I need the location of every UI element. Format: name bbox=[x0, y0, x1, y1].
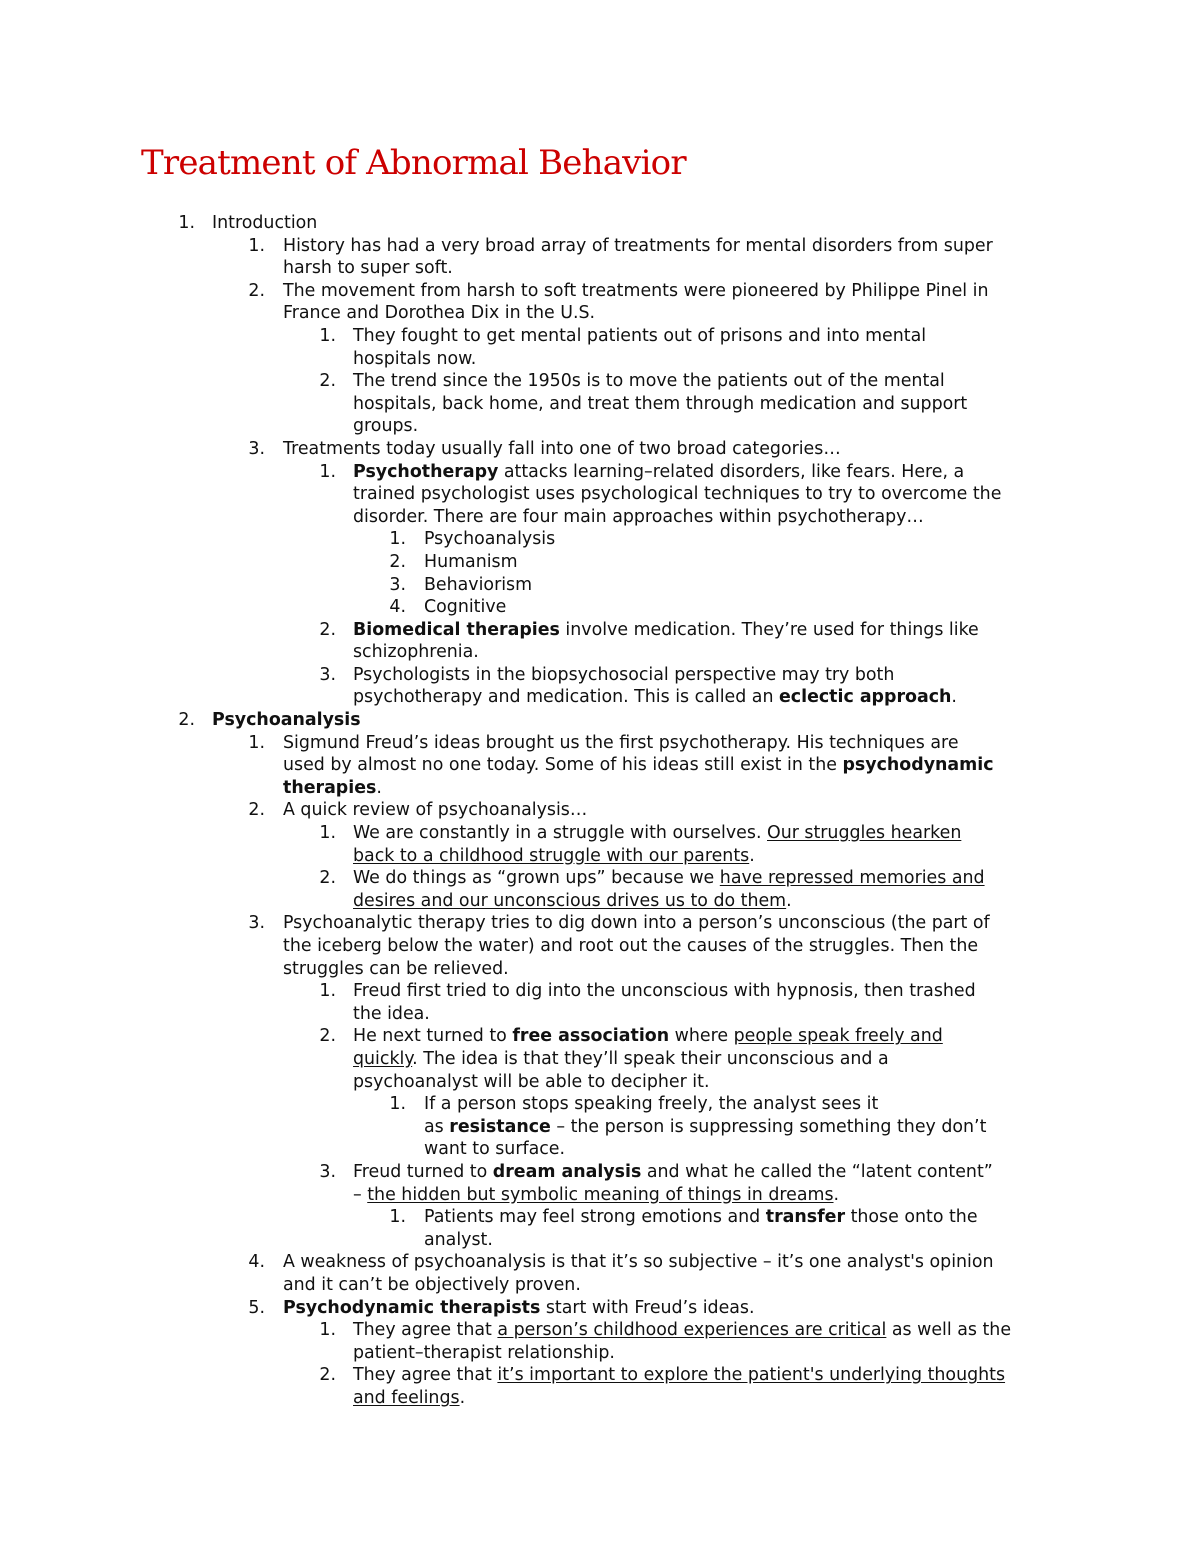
list-number: 1. bbox=[319, 461, 336, 482]
text-run: Psychologists in the biopsychosocial perspective may try both bbox=[353, 664, 895, 685]
outline-line bbox=[0, 890, 1200, 913]
outline-line bbox=[0, 709, 1200, 732]
text-run: . bbox=[833, 1184, 840, 1205]
bold-term: therapies bbox=[283, 777, 377, 798]
outline-line bbox=[0, 1319, 1200, 1342]
bold-term: dream analysis bbox=[492, 1161, 642, 1182]
line-text bbox=[353, 1319, 1011, 1342]
underlined-text: a person’s childhood experiences are critical bbox=[497, 1320, 887, 1341]
text-run: Psychoanalytic therapy tries to dig down into a person’s unconscious (the part of bbox=[283, 913, 990, 934]
bold-term: transfer bbox=[765, 1207, 846, 1228]
text-run: the idea. bbox=[353, 1003, 430, 1024]
underlined-text: it’s important to explore the patient's underlying thoughts bbox=[497, 1365, 1006, 1386]
underlined-text: quickly bbox=[353, 1048, 413, 1069]
list-number: 4. bbox=[248, 1252, 265, 1273]
outline-line bbox=[0, 1093, 1200, 1116]
text-run: patient–therapist relationship. bbox=[353, 1342, 615, 1363]
line-text bbox=[424, 528, 555, 551]
list-number: 1. bbox=[389, 1207, 406, 1228]
list-number: 1. bbox=[319, 981, 336, 1002]
outline-line bbox=[0, 415, 1200, 438]
outline-line bbox=[0, 348, 1200, 371]
text-run: They agree that bbox=[353, 1365, 498, 1386]
text-run: where bbox=[669, 1026, 734, 1047]
list-number: 1. bbox=[248, 235, 265, 256]
outline-line bbox=[0, 641, 1200, 664]
outline-line bbox=[0, 958, 1200, 981]
bold-term: free association bbox=[512, 1026, 670, 1047]
text-run: as well as the bbox=[886, 1320, 1012, 1341]
list-number: 2. bbox=[178, 710, 195, 731]
line-text bbox=[283, 1274, 581, 1297]
outline-line bbox=[0, 1138, 1200, 1161]
text-run: Behaviorism bbox=[424, 574, 533, 595]
line-text bbox=[424, 596, 506, 619]
line-text bbox=[353, 1387, 465, 1410]
outline-line bbox=[0, 822, 1200, 845]
outline-line bbox=[0, 1071, 1200, 1094]
outline-line bbox=[0, 664, 1200, 687]
outline-line bbox=[0, 325, 1200, 348]
outline-line bbox=[0, 574, 1200, 597]
line-text bbox=[283, 1251, 994, 1274]
outline-line bbox=[0, 845, 1200, 868]
list-number: 1. bbox=[319, 1320, 336, 1341]
line-text bbox=[353, 325, 926, 348]
line-text bbox=[283, 1297, 755, 1320]
list-number: 2. bbox=[319, 1026, 336, 1047]
text-run: psychotherapy and medication. This is called an bbox=[353, 687, 780, 708]
outline-line bbox=[0, 280, 1200, 303]
line-text bbox=[424, 1138, 565, 1161]
line-text bbox=[283, 799, 587, 822]
outline-line bbox=[0, 980, 1200, 1003]
text-run: those onto the bbox=[845, 1207, 978, 1228]
text-run: and what he called the “latent content” bbox=[641, 1161, 993, 1182]
underlined-text: back to a childhood struggle with our parents bbox=[353, 845, 750, 866]
line-text bbox=[353, 867, 985, 890]
underlined-text: have repressed memories and bbox=[719, 868, 985, 889]
line-text bbox=[283, 280, 989, 303]
outline-line bbox=[0, 912, 1200, 935]
text-run: . bbox=[786, 890, 792, 911]
text-run: He next turned to bbox=[353, 1026, 513, 1047]
outline-line bbox=[0, 732, 1200, 755]
list-number: 1. bbox=[319, 325, 336, 346]
text-run: France and Dorothea Dix in the U.S. bbox=[283, 303, 596, 324]
outline-line bbox=[0, 461, 1200, 484]
bold-term: Biomedical therapies bbox=[353, 619, 560, 640]
text-run: hospitals now. bbox=[353, 348, 477, 369]
text-run: Patients may feel strong emotions and bbox=[424, 1207, 766, 1228]
bold-term: eclectic approach bbox=[779, 687, 952, 708]
list-number: 3. bbox=[248, 913, 265, 934]
text-run: We do things as “grown ups” because we bbox=[353, 868, 720, 889]
line-text bbox=[353, 980, 976, 1003]
underlined-text: and feelings bbox=[353, 1387, 460, 1408]
list-number: 1. bbox=[319, 823, 336, 844]
list-number: 2. bbox=[319, 371, 336, 392]
line-text bbox=[353, 1364, 1005, 1387]
line-text bbox=[283, 754, 994, 777]
text-run: analyst. bbox=[424, 1229, 493, 1250]
line-text bbox=[283, 235, 993, 258]
outline-line bbox=[0, 393, 1200, 416]
outline-line bbox=[0, 1116, 1200, 1139]
line-text bbox=[353, 461, 964, 484]
list-number: 1. bbox=[389, 529, 406, 550]
outline-line bbox=[0, 1251, 1200, 1274]
list-number: 4. bbox=[389, 597, 406, 618]
text-run: used by almost no one today. Some of his ideas still exist in the bbox=[283, 755, 843, 776]
text-run: The movement from harsh to soft treatments were pioneered by Philippe Pinel in bbox=[283, 280, 989, 301]
line-text bbox=[283, 302, 595, 325]
text-run: – the person is suppressing something they don’t bbox=[550, 1116, 987, 1137]
outline-line bbox=[0, 1274, 1200, 1297]
line-text bbox=[353, 845, 755, 868]
text-run: They fought to get mental patients out of prisons and into mental bbox=[353, 325, 927, 346]
text-run: harsh to super soft. bbox=[283, 258, 453, 279]
line-text bbox=[353, 641, 479, 664]
outline-line bbox=[0, 506, 1200, 529]
text-run: . The idea is that they’ll speak their unconscious and a bbox=[412, 1048, 889, 1069]
line-text bbox=[353, 1025, 943, 1048]
text-run: Psychoanalysis bbox=[424, 529, 556, 550]
underlined-text: the hidden but symbolic meaning of things in dreams bbox=[367, 1184, 834, 1205]
line-text bbox=[353, 686, 957, 709]
line-text bbox=[353, 822, 961, 845]
line-text bbox=[424, 1093, 878, 1116]
text-run: attacks learning–related disorders, like fears. Here, a bbox=[498, 461, 965, 482]
list-number: 3. bbox=[389, 574, 406, 595]
text-run: and it can’t be objectively proven. bbox=[283, 1274, 581, 1295]
outline-line bbox=[0, 1387, 1200, 1410]
text-run: Cognitive bbox=[424, 597, 507, 618]
text-run: – bbox=[353, 1184, 368, 1205]
text-run: Sigmund Freud’s ideas brought us the first psychotherapy. His techniques are bbox=[283, 732, 959, 753]
text-run: schizophrenia. bbox=[353, 642, 479, 663]
list-number: 2. bbox=[248, 280, 265, 301]
line-text bbox=[283, 935, 978, 958]
bold-term: Psychodynamic therapists bbox=[283, 1297, 541, 1318]
outline-line bbox=[0, 1297, 1200, 1320]
underlined-text: Our struggles hearken bbox=[767, 823, 962, 844]
list-number: 2. bbox=[319, 868, 336, 889]
list-number: 3. bbox=[319, 664, 336, 685]
line-text bbox=[283, 912, 990, 935]
bold-term: resistance bbox=[449, 1116, 551, 1137]
text-run: The trend since the 1950s is to move the patients out of the mental bbox=[353, 371, 945, 392]
outline-line bbox=[0, 1161, 1200, 1184]
outline-line bbox=[0, 1229, 1200, 1252]
list-number: 2. bbox=[319, 1365, 336, 1386]
outline-line bbox=[0, 370, 1200, 393]
text-run: Introduction bbox=[212, 213, 318, 233]
text-run: trained psychologist uses psychological techniques to try to overcome the bbox=[353, 484, 1002, 505]
outline-line bbox=[0, 596, 1200, 619]
text-run: groups. bbox=[353, 416, 419, 437]
outline-line bbox=[0, 551, 1200, 574]
list-number: 1. bbox=[178, 213, 195, 233]
line-text bbox=[424, 1206, 978, 1229]
line-text bbox=[424, 574, 532, 597]
line-text bbox=[283, 958, 509, 981]
line-text bbox=[353, 506, 924, 529]
line-text bbox=[283, 777, 382, 800]
text-run: Freud turned to bbox=[353, 1161, 493, 1182]
line-text bbox=[353, 393, 967, 416]
text-run: want to surface. bbox=[424, 1139, 566, 1160]
text-run: struggles can be relieved. bbox=[283, 958, 509, 979]
line-text bbox=[353, 1184, 839, 1207]
text-run: the iceberg below the water) and root out the causes of the struggles. Then the bbox=[283, 936, 979, 956]
list-number: 1. bbox=[389, 1094, 406, 1115]
line-text bbox=[283, 438, 841, 461]
outline-line bbox=[0, 935, 1200, 958]
bold-term: Psychoanalysis bbox=[212, 710, 361, 731]
page-title: Treatment of Abnormal Behavior bbox=[141, 143, 686, 183]
text-run: . bbox=[749, 845, 755, 866]
text-run: They agree that bbox=[353, 1320, 498, 1341]
line-text bbox=[353, 890, 792, 913]
text-run: hospitals, back home, and treat them through medication and support bbox=[353, 393, 968, 414]
outline-line bbox=[0, 799, 1200, 822]
outline-line bbox=[0, 1048, 1200, 1071]
outline-line bbox=[0, 867, 1200, 890]
text-run: . bbox=[951, 687, 957, 708]
line-text bbox=[353, 415, 418, 438]
outline-line bbox=[0, 1025, 1200, 1048]
text-run: A quick review of psychoanalysis… bbox=[283, 800, 588, 821]
line-text bbox=[424, 1116, 986, 1139]
line-text bbox=[353, 664, 894, 687]
text-run: History has had a very broad array of treatments for mental disorders from super bbox=[283, 235, 993, 256]
line-text bbox=[424, 1229, 493, 1252]
line-text bbox=[212, 212, 317, 235]
bold-term: psychodynamic bbox=[842, 755, 994, 776]
text-run: start with Freud’s ideas. bbox=[540, 1297, 755, 1318]
text-run: as bbox=[424, 1116, 450, 1137]
text-run: . bbox=[459, 1387, 466, 1408]
line-text bbox=[353, 1071, 709, 1094]
line-text bbox=[212, 709, 361, 732]
text-run: disorder. There are four main approaches within psychotherapy… bbox=[353, 506, 924, 527]
list-number: 3. bbox=[248, 438, 265, 459]
list-number: 5. bbox=[248, 1297, 265, 1318]
bold-term: Psychotherapy bbox=[353, 461, 499, 482]
outline-line bbox=[0, 1364, 1200, 1387]
outline-line bbox=[0, 528, 1200, 551]
underlined-text: people speak freely and bbox=[733, 1026, 943, 1047]
outline-line bbox=[0, 1003, 1200, 1026]
text-run: Humanism bbox=[424, 551, 518, 572]
list-number: 2. bbox=[389, 551, 406, 572]
line-text bbox=[353, 1342, 615, 1365]
outline-line bbox=[0, 619, 1200, 642]
outline-line bbox=[0, 1342, 1200, 1365]
outline-line bbox=[0, 754, 1200, 777]
list-number: 3. bbox=[319, 1161, 336, 1182]
list-number: 2. bbox=[248, 800, 265, 821]
outline-line bbox=[0, 302, 1200, 325]
text-run: psychoanalyst will be able to decipher it. bbox=[353, 1071, 710, 1092]
line-text bbox=[283, 257, 453, 280]
line-text bbox=[353, 1003, 430, 1026]
outline-line bbox=[0, 438, 1200, 461]
line-text bbox=[353, 370, 945, 393]
outline-line bbox=[0, 777, 1200, 800]
outline-line bbox=[0, 1206, 1200, 1229]
text-run: We are constantly in a struggle with ourselves. bbox=[353, 823, 767, 844]
outline-line bbox=[0, 212, 1200, 235]
list-number: 1. bbox=[248, 732, 265, 753]
text-run: Freud first tried to dig into the unconscious with hypnosis, then trashed bbox=[353, 981, 976, 1002]
line-text bbox=[353, 483, 1001, 506]
outline-list bbox=[0, 212, 1200, 1409]
line-text bbox=[353, 619, 979, 642]
line-text bbox=[353, 348, 476, 371]
text-run: If a person stops speaking freely, the analyst sees it bbox=[424, 1094, 879, 1115]
text-run: involve medication. They’re used for things like bbox=[559, 619, 979, 640]
outline-line bbox=[0, 257, 1200, 280]
list-number: 2. bbox=[319, 619, 336, 640]
line-text bbox=[353, 1161, 993, 1184]
outline-line bbox=[0, 1184, 1200, 1207]
text-run: A weakness of psychoanalysis is that it’s so subjective – it’s one analyst's opinion bbox=[283, 1252, 994, 1273]
text-run: Treatments today usually fall into one of two broad categories… bbox=[283, 438, 841, 459]
line-text bbox=[353, 1048, 889, 1071]
line-text bbox=[283, 732, 959, 755]
text-run: . bbox=[376, 777, 382, 798]
underlined-text: desires and our unconscious drives us to do them bbox=[353, 890, 787, 911]
outline-line bbox=[0, 483, 1200, 506]
outline-line bbox=[0, 686, 1200, 709]
outline-line bbox=[0, 235, 1200, 258]
line-text bbox=[424, 551, 518, 574]
